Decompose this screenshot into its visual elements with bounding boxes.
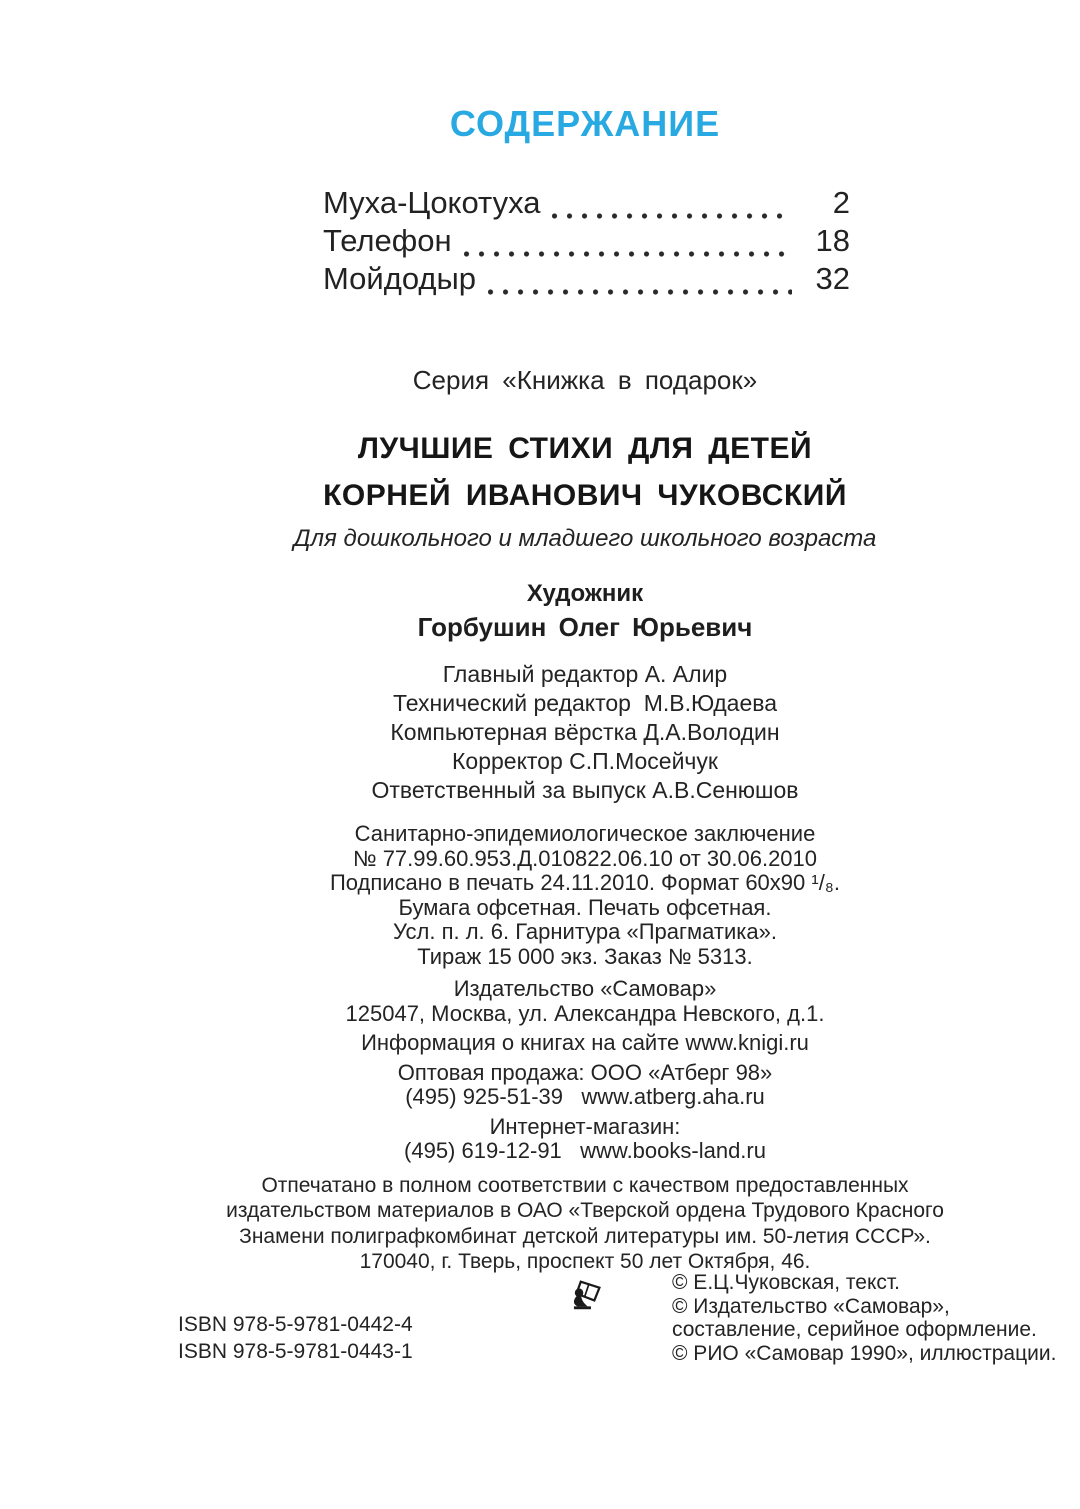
- dot-leader: [488, 288, 792, 296]
- imprint-line: Бумага офсетная. Печать офсетная.: [398, 894, 772, 920]
- imprint-info: [90, 822, 1080, 969]
- imprint-line: № 77.99.60.953.Д.010822.06.10 от 30.06.2010: [352, 845, 818, 871]
- publisher-info: [90, 977, 1080, 1026]
- toc-list: [323, 185, 850, 299]
- toc-heading: СОДЕРЖАНИЕ: [449, 103, 721, 144]
- isbn-line: ISBN 978-5-9781-0442-4: [178, 1313, 413, 1336]
- toc-entry-title: Мойдодыр: [323, 261, 476, 296]
- printing-house-info: [90, 1173, 1080, 1275]
- toc-entry-title: Муха-Цокотуха: [323, 185, 541, 220]
- online-shop-info: [90, 1115, 1080, 1164]
- printed-line: Отпечатано в полном соответствии с качеством предоставленных: [261, 1173, 909, 1197]
- toc-entry-page: 2: [832, 185, 850, 220]
- publisher-site-line: Информация о книгах на сайте www.knigi.ru: [361, 1030, 809, 1055]
- imprint-line: Усл. п. л. 6. Гарнитура «Прагматика».: [393, 919, 777, 944]
- copyright-block: [672, 1271, 1056, 1365]
- artist-label: Художник: [526, 580, 644, 607]
- toc-entry: [323, 261, 850, 299]
- publisher-website-info: [90, 1031, 1080, 1056]
- wholesale-line: Оптовая продажа: ООО «Атберг 98»: [397, 1059, 773, 1085]
- copyright-line: © Издательство «Самовар»,: [672, 1294, 950, 1318]
- toc-entry-title: Телефон: [323, 223, 452, 258]
- imprint-line: Тираж 15 000 экз. Заказ № 5313.: [417, 943, 753, 969]
- staff-line: Технический редактор М.В.Юдаева: [392, 690, 777, 716]
- toc-entry: [323, 223, 850, 261]
- printed-line: 170040, г. Тверь, проспект 50 лет Октября, 46.: [359, 1250, 811, 1273]
- staff-credits: [90, 660, 1080, 805]
- isbn-line: ISBN 978-5-9781-0443-1: [178, 1340, 413, 1363]
- artist-name: Горбушин Олег Юрьевич: [417, 612, 753, 642]
- toc-entry: [323, 185, 850, 223]
- publisher-name: Издательство «Самовар»: [453, 976, 717, 1001]
- copyright-line: © РИО «Самовар 1990», иллюстрации.: [672, 1341, 1057, 1365]
- imprint-line: Подписано в печать 24.11.2010. Формат 60х90 ¹/₈.: [329, 870, 841, 895]
- imprint-line: Санитарно-эпидемиологическое заключение: [354, 821, 816, 846]
- wholesale-info: [90, 1061, 1080, 1110]
- staff-line: Главный редактор А. Алир: [442, 661, 728, 687]
- shop-contacts: (495) 619-12-91 www.books-land.ru: [404, 1138, 766, 1163]
- shop-line: Интернет-магазин:: [489, 1113, 681, 1139]
- copyright-line: составление, серийное оформление.: [672, 1318, 1037, 1341]
- publisher-address: 125047, Москва, ул. Александра Невского, д.1.: [345, 1000, 825, 1026]
- dot-leader: [464, 250, 792, 258]
- book-author: КОРНЕЙ ИВАНОВИЧ ЧУКОВСКИЙ: [323, 479, 847, 512]
- book-title: ЛУЧШИЕ СТИХИ ДЛЯ ДЕТЕЙ: [357, 432, 813, 465]
- child-reading-book-icon: [568, 1280, 602, 1314]
- audience-note: Для дошкольного и младшего школьного возраста: [293, 525, 877, 552]
- wholesale-contacts: (495) 925-51-39 www.atberg.aha.ru: [405, 1084, 765, 1109]
- staff-line: Ответственный за выпуск А.В.Сенюшов: [371, 777, 799, 803]
- toc-entry-page: 32: [815, 261, 850, 296]
- staff-line: Компьютерная вёрстка Д.А.Володин: [390, 719, 780, 745]
- isbn-block: [178, 1311, 413, 1365]
- staff-line: Корректор С.П.Мосейчук: [452, 748, 718, 774]
- series-title: Серия «Книжка в подарок»: [412, 365, 758, 395]
- toc-entry-page: 18: [815, 223, 850, 258]
- copyright-line: © Е.Ц.Чуковская, текст.: [672, 1271, 901, 1294]
- printed-line: Знамени полиграфкомбинат детской литературы им. 50-летия СССР».: [239, 1224, 931, 1248]
- dot-leader: [552, 212, 792, 220]
- content-column: [90, 0, 1080, 1314]
- printed-line: издательством материалов в ОАО «Тверской ордена Трудового Красного: [226, 1199, 944, 1222]
